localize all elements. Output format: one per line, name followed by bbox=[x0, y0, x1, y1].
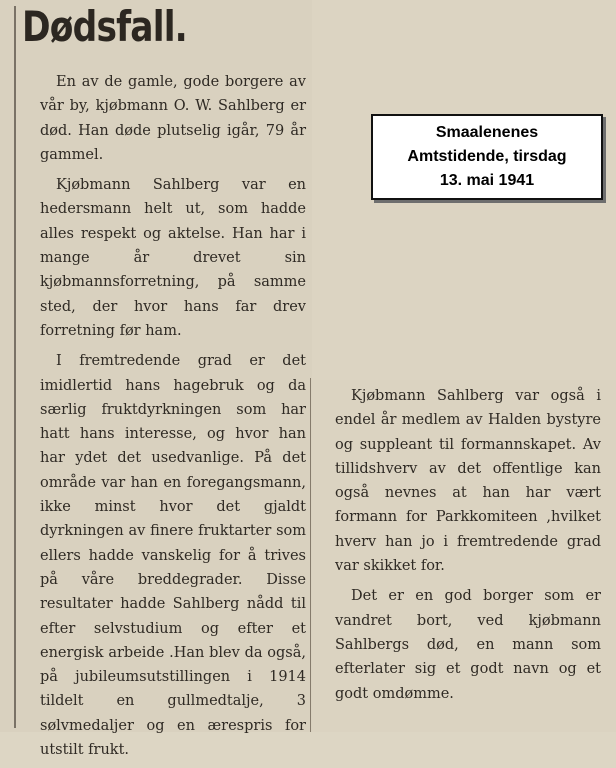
paragraph: Kjøbmann Sahlberg var en hedersmann helt ut, som hadde alles respekt og aktelse. Han har i mange år drevet sin kjøbmannsforretning, på samme sted, der hvor hans far drev forretning før ham. bbox=[40, 177, 306, 339]
column-rule-left bbox=[14, 6, 16, 728]
paragraph: Det er en god borger som er vandret bort, ved kjøbmann Sahlbergs død, en mann som efterlater sig et godt navn og et godt omdømme. bbox=[335, 588, 601, 702]
caption-line: 13. mai 1941 bbox=[439, 172, 535, 189]
caption-line: Amtstidende, tirsdag bbox=[407, 148, 567, 165]
paragraph: Kjøbmann Sahlberg var også i endel år medlem av Halden bystyre og suppleant til formannskapet. Av tillidshverv av det offentlige kan også nevnes at han har vært formann for Parkkomiteen ,hvilket hverv han jo i fremtredende grad var skikket for. bbox=[335, 388, 601, 575]
paragraph: En av de gamle, gode borgere av vår by, kjøbmann O. W. Sahlberg er død. Han døde plutselig igår, 79 år gammel. bbox=[40, 74, 306, 163]
article-left-column bbox=[40, 70, 306, 768]
article-right-column bbox=[335, 384, 601, 712]
paragraph: I fremtredende grad er det imidlertid hans hagebruk og da særlig fruktdyrkningen som har hatt hans interesse, og hvor han har ydet det usedvanlige. På det område var han en foregangsmann, ikke minst hvor det gjaldt dyrkningen av finere fruktarter som ellers hadde vanskelig for å trives på våre breddegrader. Disse resultater hadde Sahlberg nådd til efter selvstudium og efter et energisk arbeide .Han blev da også, på jubileumsutstillingen i 1914 tildelt en gullmedtalje, 3 sølvmedaljer og en ærespris for utstilt frukt. bbox=[40, 353, 306, 759]
caption-line: Smaalenenes bbox=[435, 124, 539, 141]
source-caption-box bbox=[371, 114, 603, 200]
column-rule-middle bbox=[310, 378, 311, 732]
headline: Dødsfall. bbox=[22, 2, 187, 51]
